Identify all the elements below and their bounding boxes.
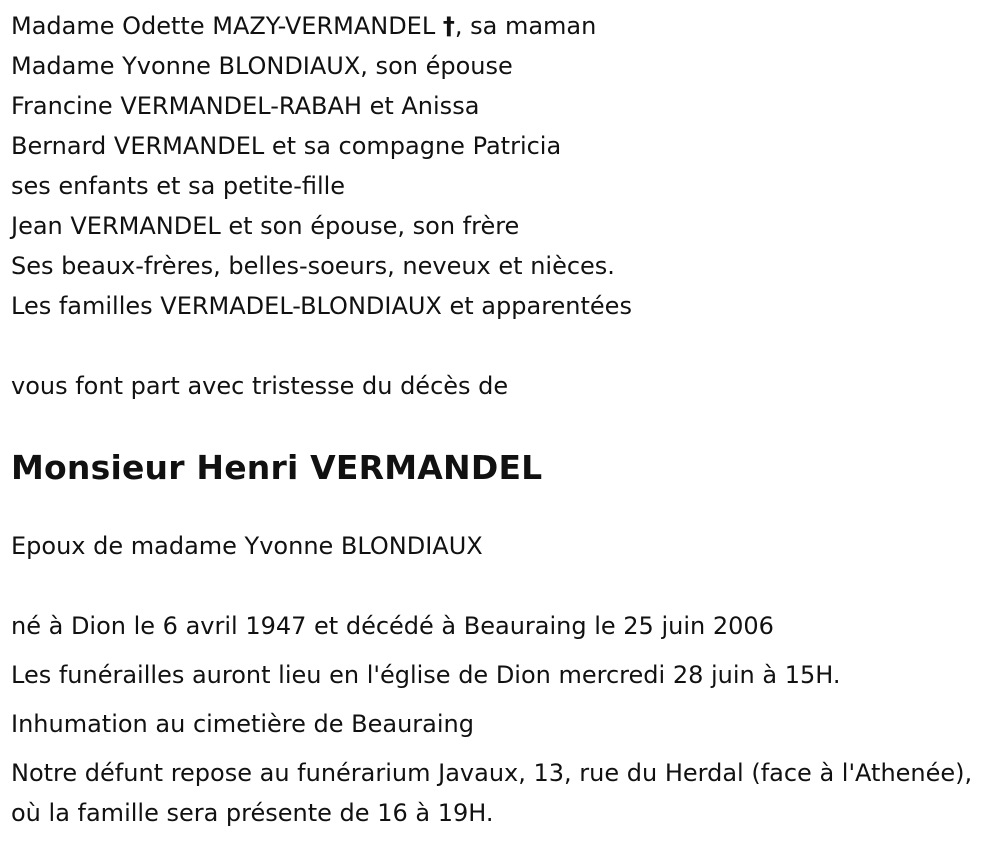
viewing-info: Notre défunt repose au funérarium Javaux, 13, rue du Herdal (face à l'Athenée), où la famille sera présente de 16 à 19H. <box>11 759 973 827</box>
family-line: Bernard VERMANDEL et sa compagne Patricia <box>11 132 562 160</box>
death-notice <box>11 6 986 842</box>
cross-icon: † <box>442 12 455 40</box>
family-line: Francine VERMANDEL-RABAH et Anissa <box>11 92 480 120</box>
spouse-line: Epoux de madame Yvonne BLONDIAUX <box>11 532 483 560</box>
family-line-mother <box>11 6 986 46</box>
funeral-details <box>11 606 986 833</box>
family-list <box>11 6 986 326</box>
family-line: Ses beaux-frères, belles-soeurs, neveux et nièces. <box>11 252 615 280</box>
family-line: Madame Yvonne BLONDIAUX, son épouse <box>11 52 513 80</box>
family-line: Jean VERMANDEL et son épouse, son frère <box>11 212 520 240</box>
family-line: Les familles VERMADEL-BLONDIAUX et apparentées <box>11 292 632 320</box>
deceased-name: Monsieur Henri VERMANDEL <box>11 448 543 487</box>
birth-death-dates: né à Dion le 6 avril 1947 et décédé à Beauraing le 25 juin 2006 <box>11 612 774 640</box>
family-line-mother-name: Madame Odette MAZY-VERMANDEL <box>11 12 443 40</box>
family-line: ses enfants et sa petite-fille <box>11 172 346 200</box>
announcement-intro: vous font part avec tristesse du décès de <box>11 372 509 400</box>
burial-info: Inhumation au cimetière de Beauraing <box>11 710 474 738</box>
funeral-service-info: Les funérailles auront lieu en l'église de Dion mercredi 28 juin à 15H. <box>11 661 841 689</box>
family-line-mother-relation: , sa maman <box>454 12 597 40</box>
